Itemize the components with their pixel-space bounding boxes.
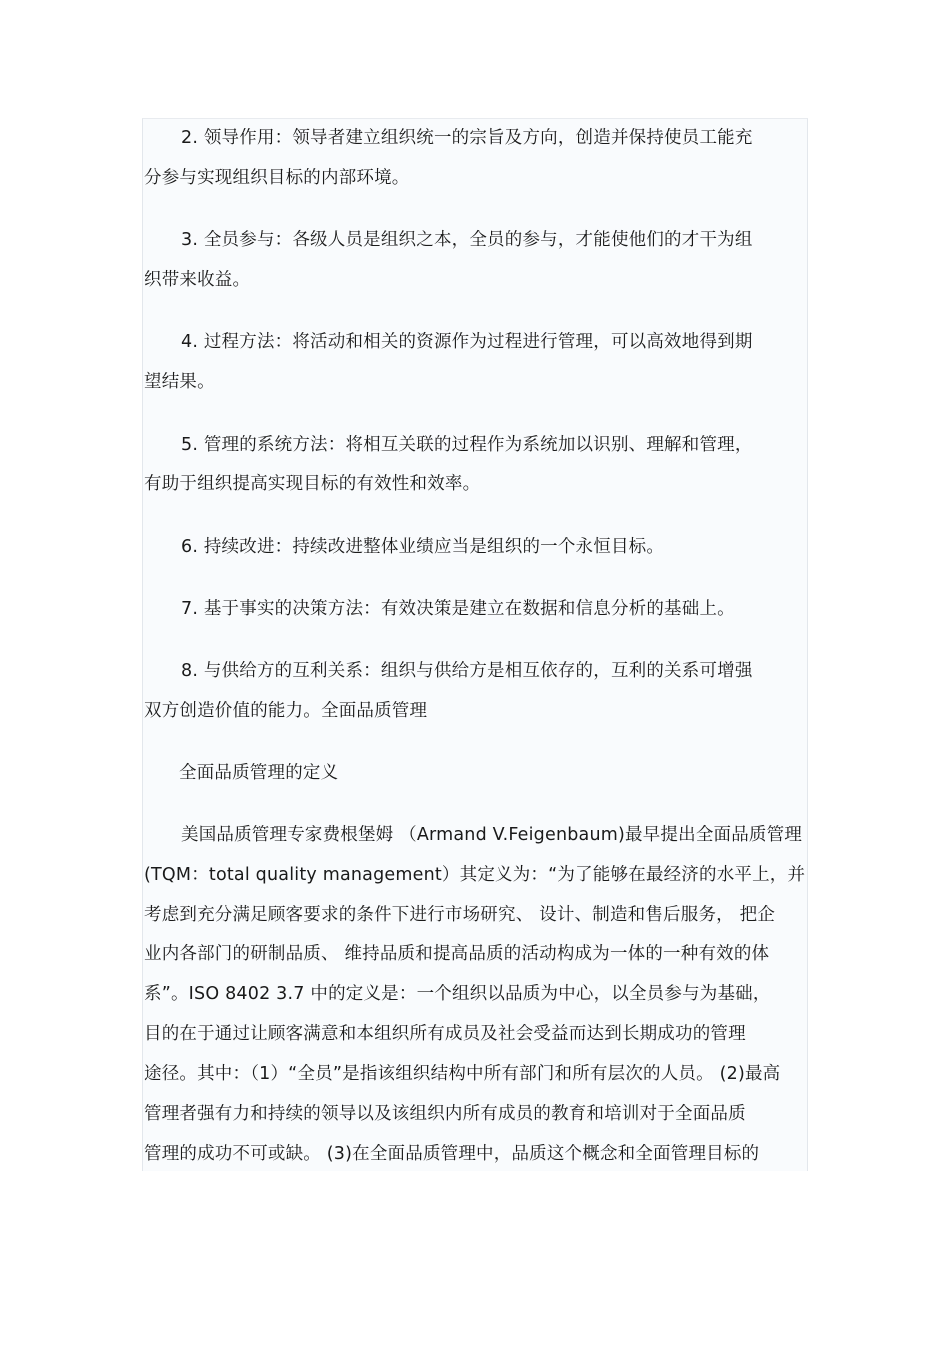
principle-5-line-1: 5. 管理的系统方法：将相互关联的过程作为系统加以识别、理解和管理，: [181, 435, 753, 455]
principle-2-line-1: 2. 领导作用：领导者建立组织统一的宗旨及方向，创造并保持使员工能充: [181, 128, 753, 148]
principle-7-line-1: 7. 基于事实的决策方法：有效决策是建立在数据和信息分析的基础上。: [181, 599, 735, 619]
principle-6-line-1: 6. 持续改进：持续改进整体业绩应当是组织的一个永恒目标。: [181, 537, 665, 557]
definition-line-8: 管理者强有力和持续的领导以及该组织内所有成员的教育和培训对于全面品质: [144, 1104, 746, 1124]
definition-line-7: 途径。其中：（1）“全员”是指该组织结构中所有部门和所有层次的人员。 (2)最高: [144, 1064, 781, 1084]
principle-4-line-2: 望结果。: [144, 372, 215, 392]
principle-8-line-1: 8. 与供给方的互利关系：组织与供给方是相互依存的，互利的关系可增强: [181, 661, 753, 681]
definition-line-4: 业内各部门的研制品质、 维持品质和提高品质的活动构成为一体的一种有效的体: [144, 944, 770, 964]
definition-line-1: 美国品质管理专家费根堡姆 （Armand V.Feigenbaum)最早提出全面品质管理: [181, 825, 803, 845]
definition-line-2: (TQM：total quality management）其定义为：“为了能够在最经济的水平上，并: [144, 865, 806, 885]
principle-5-line-2: 有助于组织提高实现目标的有效性和效率。: [144, 474, 481, 494]
principle-3-line-1: 3. 全员参与：各级人员是组织之本，全员的参与，才能使他们的才干为组: [181, 230, 753, 250]
definition-line-3: 考虑到充分满足顾客要求的条件下进行市场研究、 设计、制造和售后服务， 把企: [144, 905, 776, 925]
definition-line-5: 系”。ISO 8402 3.7 中的定义是：一个组织以品质为中心，以全员参与为基础，: [144, 984, 771, 1004]
definition-line-6: 目的在于通过让顾客满意和本组织所有成员及社会受益而达到长期成功的管理: [144, 1024, 746, 1044]
principle-4-line-1: 4. 过程方法：将活动和相关的资源作为过程进行管理，可以高效地得到期: [181, 332, 753, 352]
definition-line-9: 管理的成功不可或缺。 (3)在全面品质管理中，品质这个概念和全面管理目标的: [144, 1144, 760, 1164]
principle-8-line-2: 双方创造价值的能力。全面品质管理: [144, 701, 428, 721]
principle-3-line-2: 织带来收益。: [144, 270, 251, 290]
section-heading: 全面品质管理的定义: [179, 763, 339, 783]
principle-2-line-2: 分参与实现组织目标的内部环境。: [144, 168, 410, 188]
